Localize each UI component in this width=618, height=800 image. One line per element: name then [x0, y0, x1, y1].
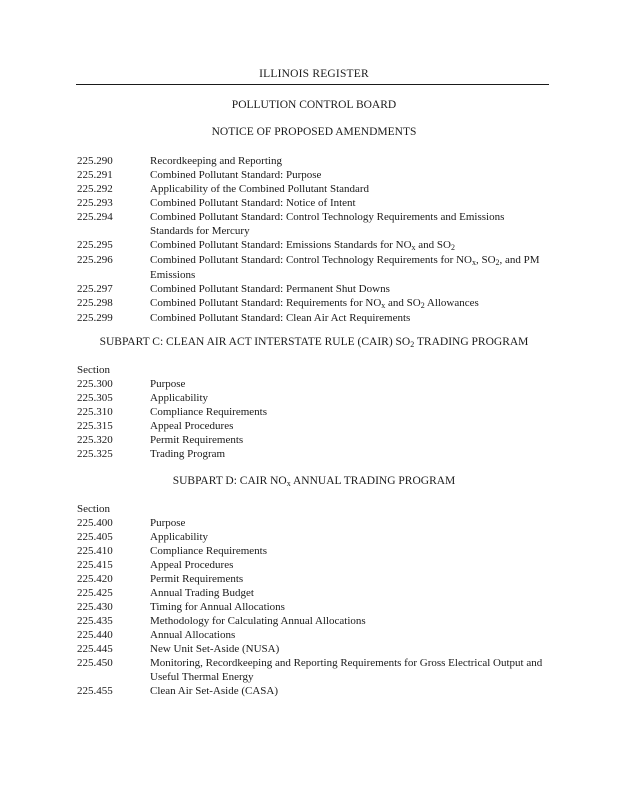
section-title: Combined Pollutant Standard: Control Technology Requirements and Emissions Standards for Mercury [150, 211, 505, 237]
section-number: 225.400 [77, 517, 113, 529]
table-row [0, 586, 618, 600]
section-title: Compliance Requirements [150, 406, 267, 418]
section-title: Trading Program [150, 448, 226, 460]
table-row [0, 154, 618, 168]
section-title: Combined Pollutant Standard: Clean Air Act Requirements [150, 312, 411, 324]
section-title: Applicability of the Combined Pollutant Standard [150, 183, 370, 195]
table-row [0, 530, 618, 544]
section-title: Clean Air Set-Aside (CASA) [150, 685, 279, 697]
section-number: 225.300 [77, 378, 113, 390]
section-title: Permit Requirements [150, 573, 244, 585]
table-row [0, 296, 618, 311]
section-title: Combined Pollutant Standard: Control Technology Requirements for NOx, SO2, and PM Emissions [150, 254, 540, 281]
section-number: 225.425 [77, 587, 113, 599]
section-title: Monitoring, Recordkeeping and Reporting Requirements for Gross Electrical Output and Useful Thermal Energy [150, 657, 543, 683]
section-number: 225.299 [77, 312, 113, 324]
section-number: 225.292 [77, 183, 113, 195]
table-row [0, 656, 618, 684]
section-number: 225.430 [77, 601, 113, 613]
table-row [0, 447, 618, 461]
register-title: ILLINOIS REGISTER [259, 68, 369, 80]
table-row [0, 196, 618, 210]
section-title: Annual Trading Budget [150, 587, 254, 599]
section-title: Annual Allocations [150, 629, 236, 641]
header-rule [76, 84, 549, 85]
table-row [0, 628, 618, 642]
table-row [0, 642, 618, 656]
section-number: 225.293 [77, 197, 113, 209]
section-number: 225.297 [77, 283, 113, 295]
subpart-c-heading: SUBPART C: CLEAN AIR ACT INTERSTATE RULE (CAIR) SO2 TRADING PROGRAM [99, 336, 529, 349]
section-title: Timing for Annual Allocations [150, 601, 285, 613]
section-number: 225.435 [77, 615, 113, 627]
section-title: Appeal Procedures [150, 420, 234, 432]
section-title: Permit Requirements [150, 434, 244, 446]
section-number: 225.295 [77, 239, 113, 251]
section-title: Combined Pollutant Standard: Permanent Shut Downs [150, 283, 390, 295]
section-list-subpart-d [0, 502, 618, 698]
section-title: Applicability [150, 531, 209, 543]
section-title: Methodology for Calculating Annual Allocations [150, 615, 366, 627]
section-number: 225.294 [77, 211, 113, 223]
table-row [0, 377, 618, 391]
subpart-d-heading: SUBPART D: CAIR NOx ANNUAL TRADING PROGRAM [172, 475, 456, 488]
section-number: 225.415 [77, 559, 113, 571]
section-number: 225.450 [77, 657, 113, 669]
table-row [0, 405, 618, 419]
table-row [0, 600, 618, 614]
table-row [0, 433, 618, 447]
table-row [0, 182, 618, 196]
table-row [0, 253, 618, 282]
section-title: Combined Pollutant Standard: Notice of Intent [150, 197, 356, 209]
table-row [0, 391, 618, 405]
table-row [0, 684, 618, 698]
section-number: 225.410 [77, 545, 113, 557]
table-row [0, 558, 618, 572]
section-number: 225.420 [77, 573, 113, 585]
agency-name: POLLUTION CONTROL BOARD [231, 99, 397, 111]
section-number: 225.405 [77, 531, 113, 543]
section-list-subpart-c [0, 363, 618, 461]
table-row [0, 282, 618, 296]
section-title: Compliance Requirements [150, 545, 267, 557]
section-title: Combined Pollutant Standard: Requirements for NOx and SO2 Allowances [150, 297, 479, 310]
section-number: 225.455 [77, 685, 113, 697]
table-row [0, 572, 618, 586]
table-row [0, 210, 618, 238]
table-row [0, 544, 618, 558]
section-number: 225.320 [77, 434, 113, 446]
section-title: New Unit Set-Aside (NUSA) [150, 643, 280, 655]
section-title: Recordkeeping and Reporting [150, 155, 282, 167]
section-title: Combined Pollutant Standard: Purpose [150, 169, 322, 181]
section-number: 225.291 [77, 169, 113, 181]
section-number: 225.325 [77, 448, 113, 460]
section-title: Purpose [150, 517, 186, 529]
section-number: 225.315 [77, 420, 113, 432]
table-row [0, 311, 618, 325]
section-title: Appeal Procedures [150, 559, 234, 571]
table-row [0, 168, 618, 182]
table-row [0, 614, 618, 628]
section-number: 225.305 [77, 392, 113, 404]
table-row [0, 419, 618, 433]
table-row [0, 516, 618, 530]
section-title: Applicability [150, 392, 209, 404]
section-number: 225.296 [77, 254, 113, 266]
section-number: 225.445 [77, 643, 113, 655]
section-number: 225.298 [77, 297, 113, 309]
section-title: Purpose [150, 378, 186, 390]
table-row [0, 238, 618, 253]
section-title: Combined Pollutant Standard: Emissions Standards for NOx and SO2 [150, 239, 455, 252]
section-number: 225.310 [77, 406, 113, 418]
section-label: Section [77, 364, 110, 376]
section-list-part1 [0, 154, 618, 325]
section-number: 225.440 [77, 629, 113, 641]
section-number: 225.290 [77, 155, 113, 167]
notice-title: NOTICE OF PROPOSED AMENDMENTS [211, 126, 417, 138]
section-label: Section [77, 503, 110, 515]
